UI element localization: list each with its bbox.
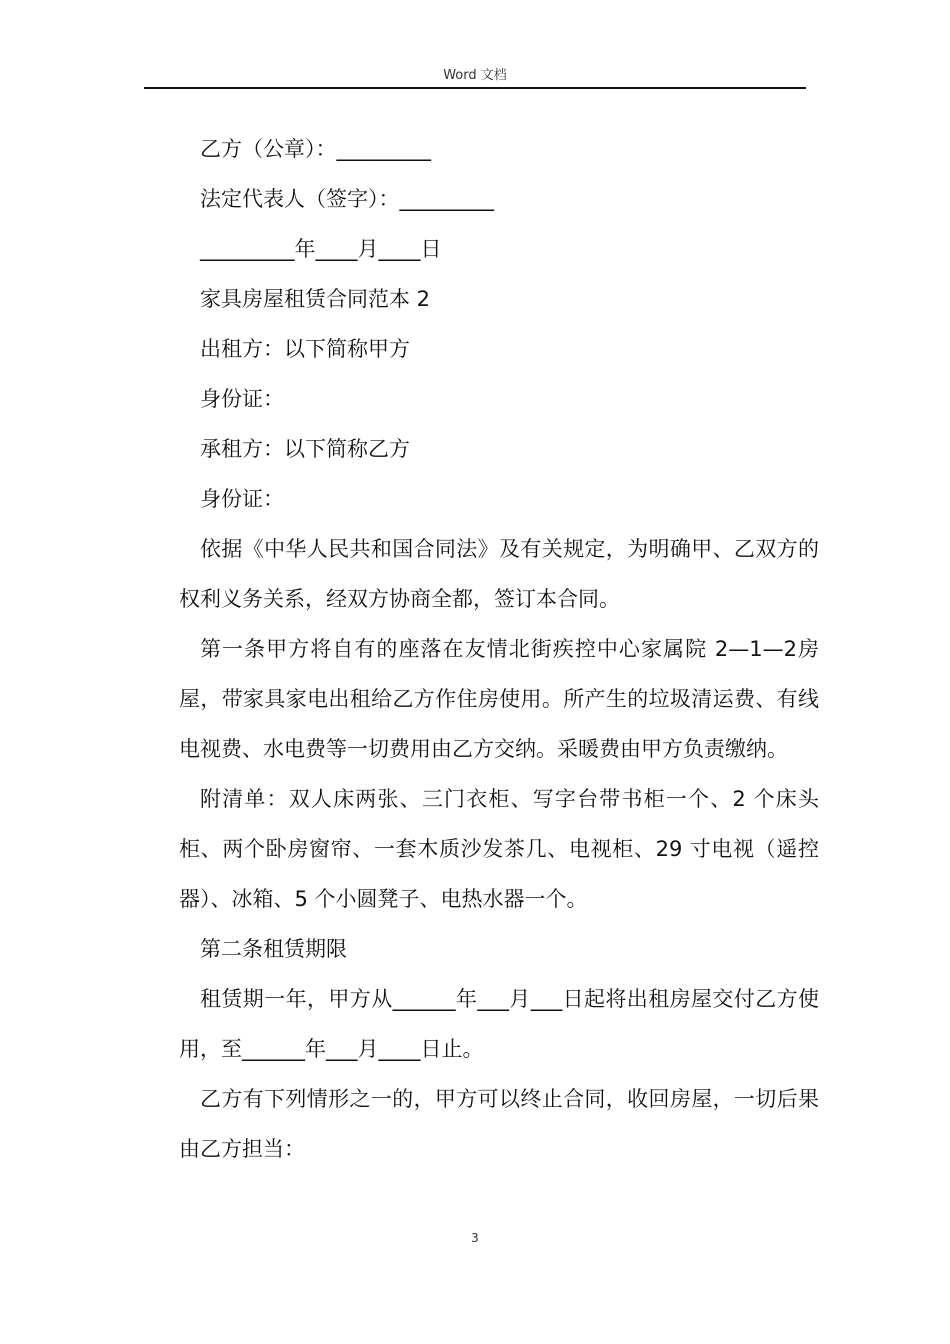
paragraph-preamble: 依据《中华人民共和国合同法》及有关规定，为明确甲、乙双方的权利义务关系，经双方协商全都，签订本合同。 — [179, 537, 819, 611]
paragraph-lessor: 出租方：以下简称甲方 — [200, 337, 410, 361]
paragraph-lessee-id: 身份证： — [200, 487, 284, 511]
paragraph-article-1: 第一条甲方将自有的座落在友情北街疾控中心家属院 2—1—2房屋，带家具家电出租给乙方作住房使用。所产生的垃圾清运费、有线电视费、水电费等一切费用由乙方交纳。采暖费由甲方负责缴纳。 — [179, 637, 819, 761]
document-body — [179, 124, 819, 1174]
paragraph-lease-term: 租赁期一年，甲方从______年___月___日起将出租房屋交付乙方使用，至______年___月____日止。 — [179, 987, 819, 1061]
page-header: Word 文档 — [443, 68, 507, 83]
paragraph-furniture-list: 附清单：双人床两张、三门衣柜、写字台带书柜一个、2 个床头柜、两个卧房窗帘、一套木质沙发茶几、电视柜、29 寸电视（遥控器）、冰箱、5 个小圆凳子、电热水器一个。 — [179, 787, 819, 911]
paragraph-contract-title: 家具房屋租赁合同范本 2 — [200, 287, 431, 311]
page-number: 3 — [471, 1231, 479, 1245]
paragraph-lessee: 承租方：以下简称乙方 — [200, 437, 410, 461]
paragraph-date-line: _________年____月____日 — [200, 237, 442, 261]
paragraph-termination: 乙方有下列情形之一的，甲方可以终止合同，收回房屋，一切后果由乙方担当： — [179, 1087, 819, 1161]
header-rule — [144, 87, 806, 89]
paragraph-lessor-id: 身份证： — [200, 387, 284, 411]
paragraph-legal-rep-signature: 法定代表人（签字）：_________ — [200, 187, 494, 211]
paragraph-article-2-heading: 第二条租赁期限 — [200, 937, 347, 961]
paragraph-party-b-seal: 乙方（公章）：_________ — [200, 137, 431, 161]
